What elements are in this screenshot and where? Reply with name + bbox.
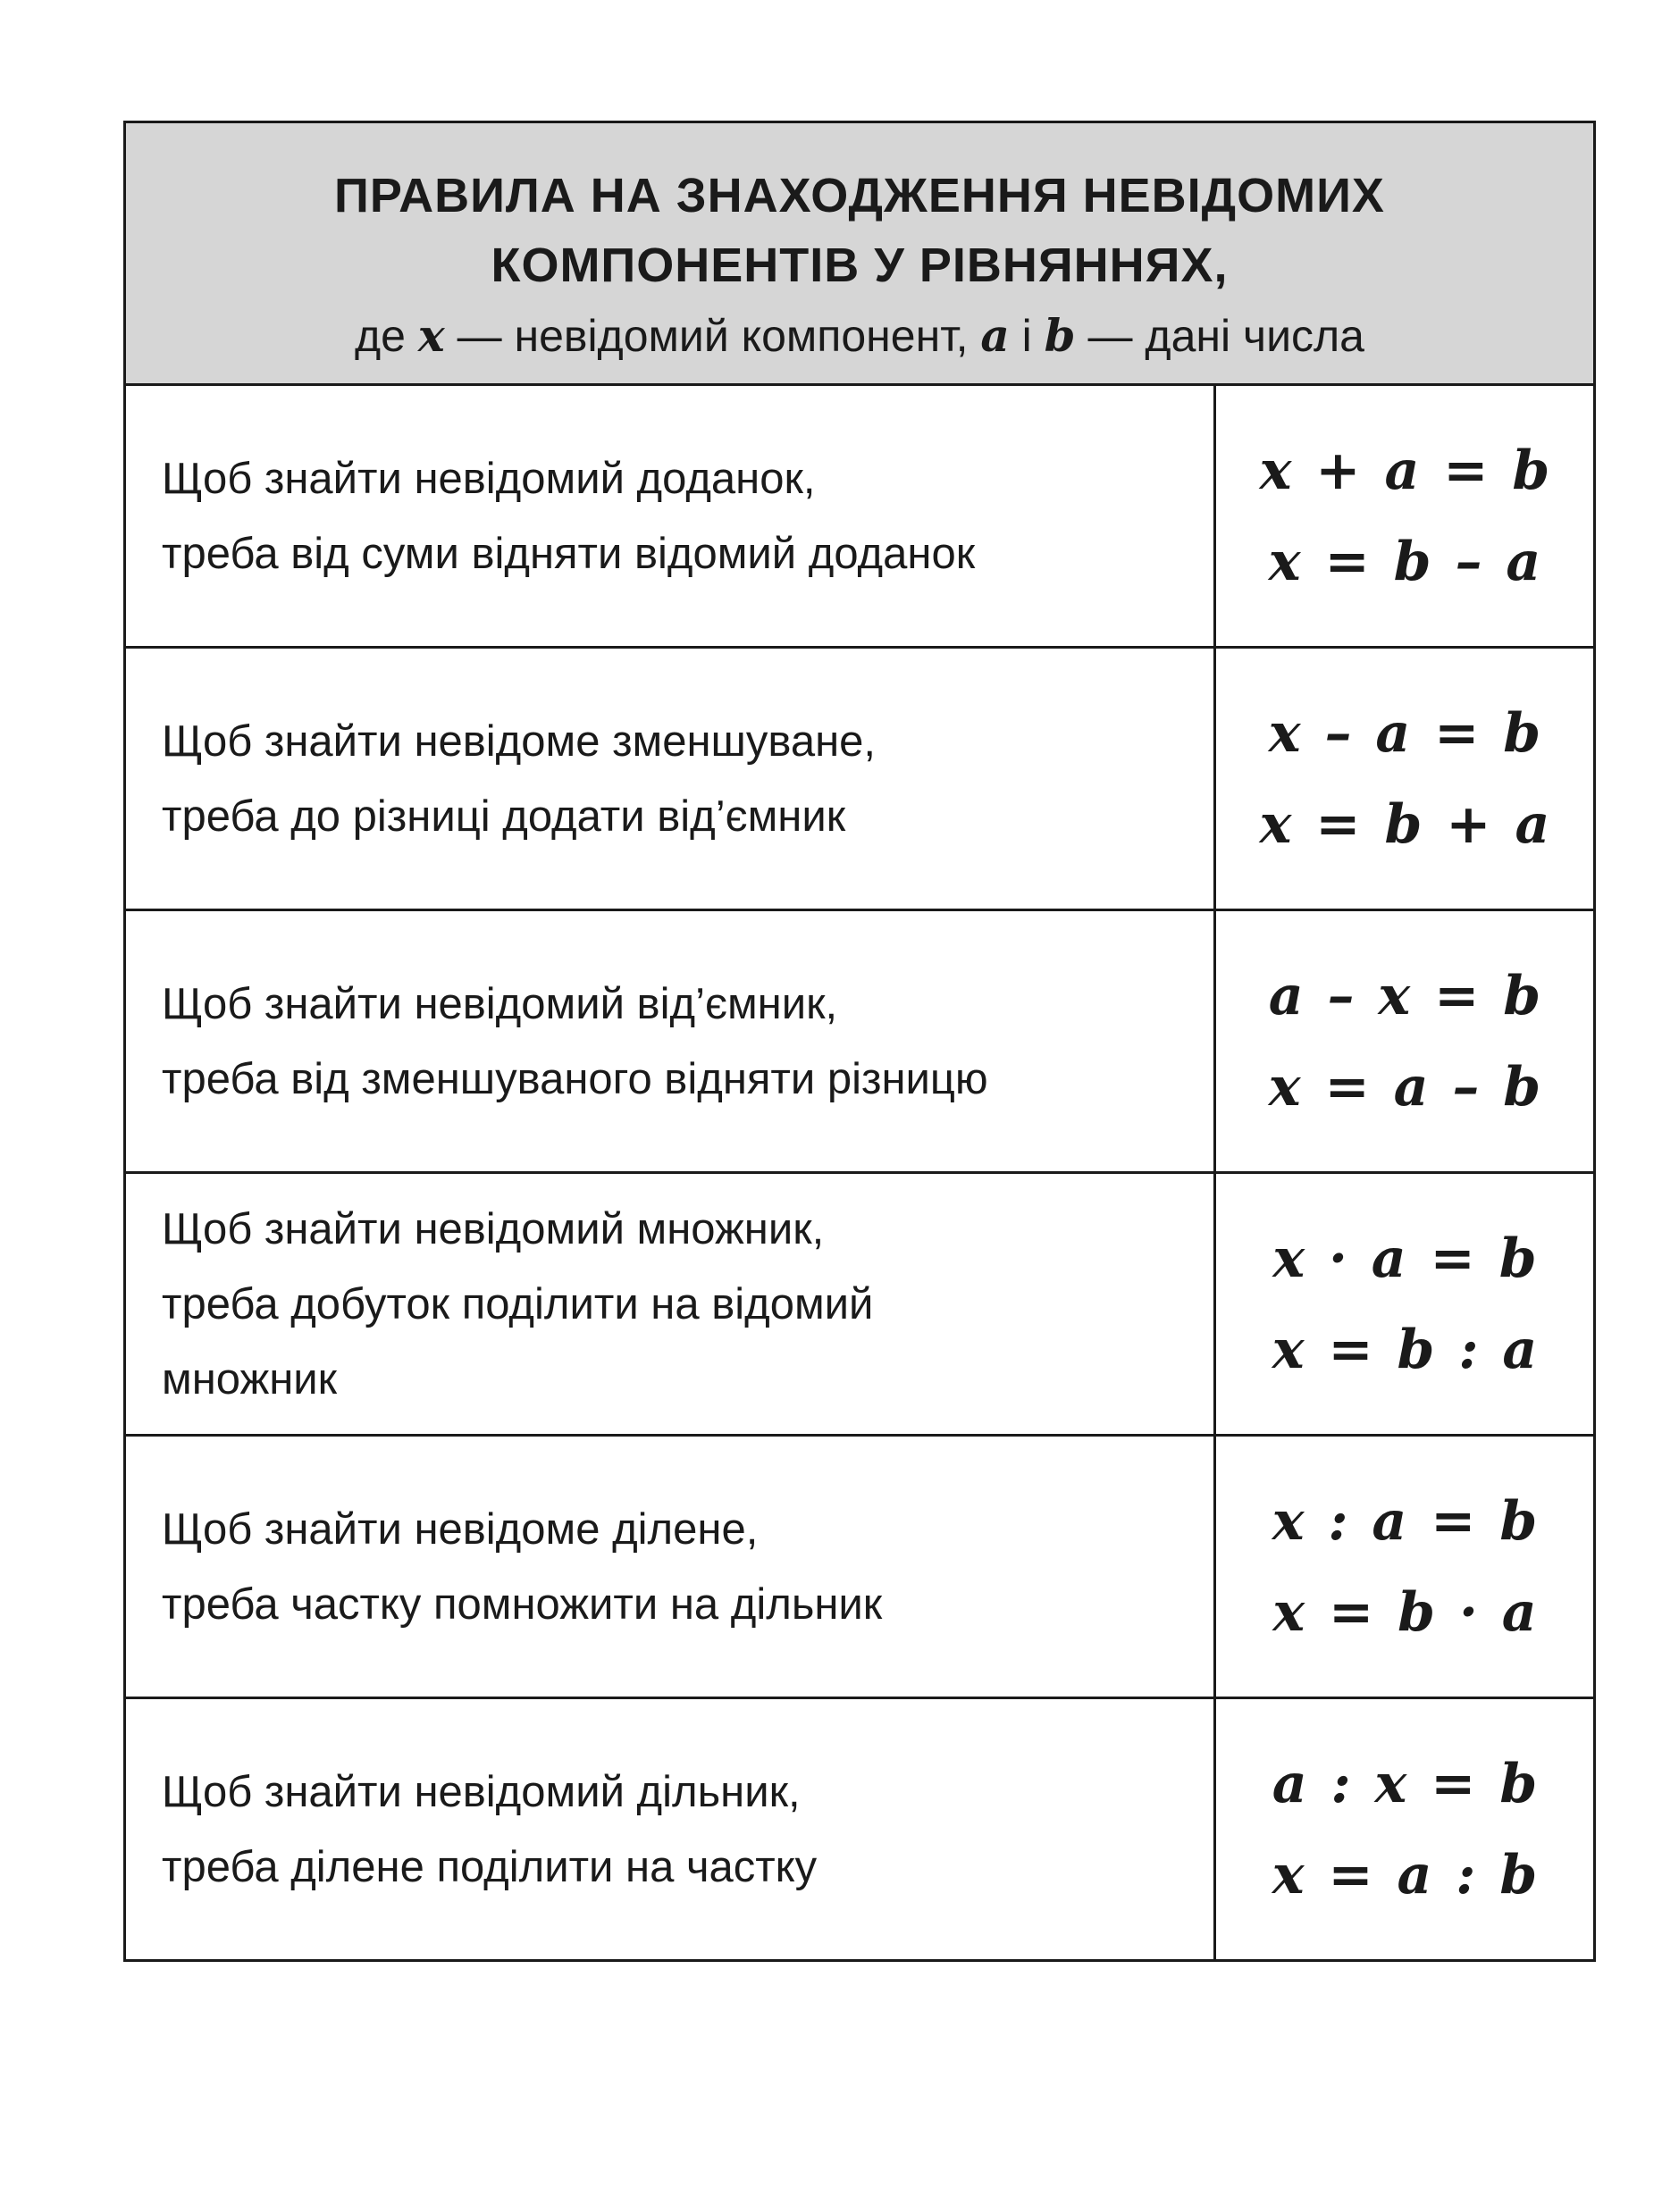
table-title-line-2: КОМПОНЕНТІВ У РІВНЯННЯХ, (491, 239, 1229, 292)
rule-cell (126, 1437, 1216, 1697)
equation: x · a = b (1272, 1227, 1537, 1290)
rule-cell (126, 386, 1216, 646)
table-row-minuend (126, 649, 1593, 911)
rule-text: Щоб знайти невідоме ділене, треба частку помножити на дільник (162, 1504, 883, 1629)
equation: a : x = b (1272, 1752, 1538, 1815)
formula-cell (1216, 1699, 1593, 1959)
equation: a – x = b (1268, 964, 1541, 1027)
rule-cell (126, 1699, 1216, 1959)
subtitle-text: і (1009, 311, 1045, 361)
rule-text: Щоб знайти невідомий від’ємник, треба від зменшуваного відняти різницю (162, 979, 988, 1103)
table-row-addend (126, 386, 1593, 649)
rule-text: Щоб знайти невідомий доданок, треба від суми відняти відомий доданок (162, 454, 976, 578)
equation: x – a = b (1268, 701, 1541, 765)
subtitle-variable-x: x (417, 309, 445, 362)
subtitle-variable-a: a (980, 309, 1010, 362)
table-row-dividend (126, 1437, 1593, 1699)
rule-text: Щоб знайти невідомий дільник, треба ділене поділити на частку (162, 1767, 818, 1891)
subtitle-text: де (355, 311, 418, 361)
table-row-divisor (126, 1699, 1593, 1959)
subtitle-text: — невідомий компонент, (444, 311, 981, 361)
equation: x : a = b (1272, 1489, 1538, 1553)
rule-cell (126, 649, 1216, 909)
formula-cell (1216, 1174, 1593, 1434)
solution: x = b : a (1272, 1318, 1538, 1381)
table-header (126, 123, 1593, 386)
solution: x = b · a (1272, 1580, 1537, 1644)
formula-cell (1216, 649, 1593, 909)
rules-table (123, 121, 1596, 1962)
solution: x = a – b (1268, 1055, 1541, 1119)
table-title-line-1: ПРАВИЛА НА ЗНАХОДЖЕННЯ НЕВІДОМИХ (334, 169, 1385, 222)
table-subtitle (126, 307, 1593, 364)
formula-cell (1216, 386, 1593, 646)
rule-text: Щоб знайти невідомий множник, треба добуток поділити на відомий множник (162, 1204, 874, 1403)
equation: x + a = b (1259, 439, 1550, 502)
rule-cell (126, 911, 1216, 1171)
subtitle-variable-b: b (1044, 309, 1076, 362)
solution: x = b – a (1268, 530, 1541, 593)
table-row-factor (126, 1174, 1593, 1437)
subtitle-text: — дані числа (1075, 311, 1364, 361)
rule-text: Щоб знайти невідоме зменшуване, треба до різниці додати від’ємник (162, 716, 877, 841)
formula-cell (1216, 1437, 1593, 1697)
solution: x = a : b (1272, 1843, 1538, 1906)
rule-cell (126, 1174, 1216, 1434)
solution: x = b + a (1259, 792, 1550, 856)
formula-cell (1216, 911, 1593, 1171)
table-row-subtrahend (126, 911, 1593, 1174)
